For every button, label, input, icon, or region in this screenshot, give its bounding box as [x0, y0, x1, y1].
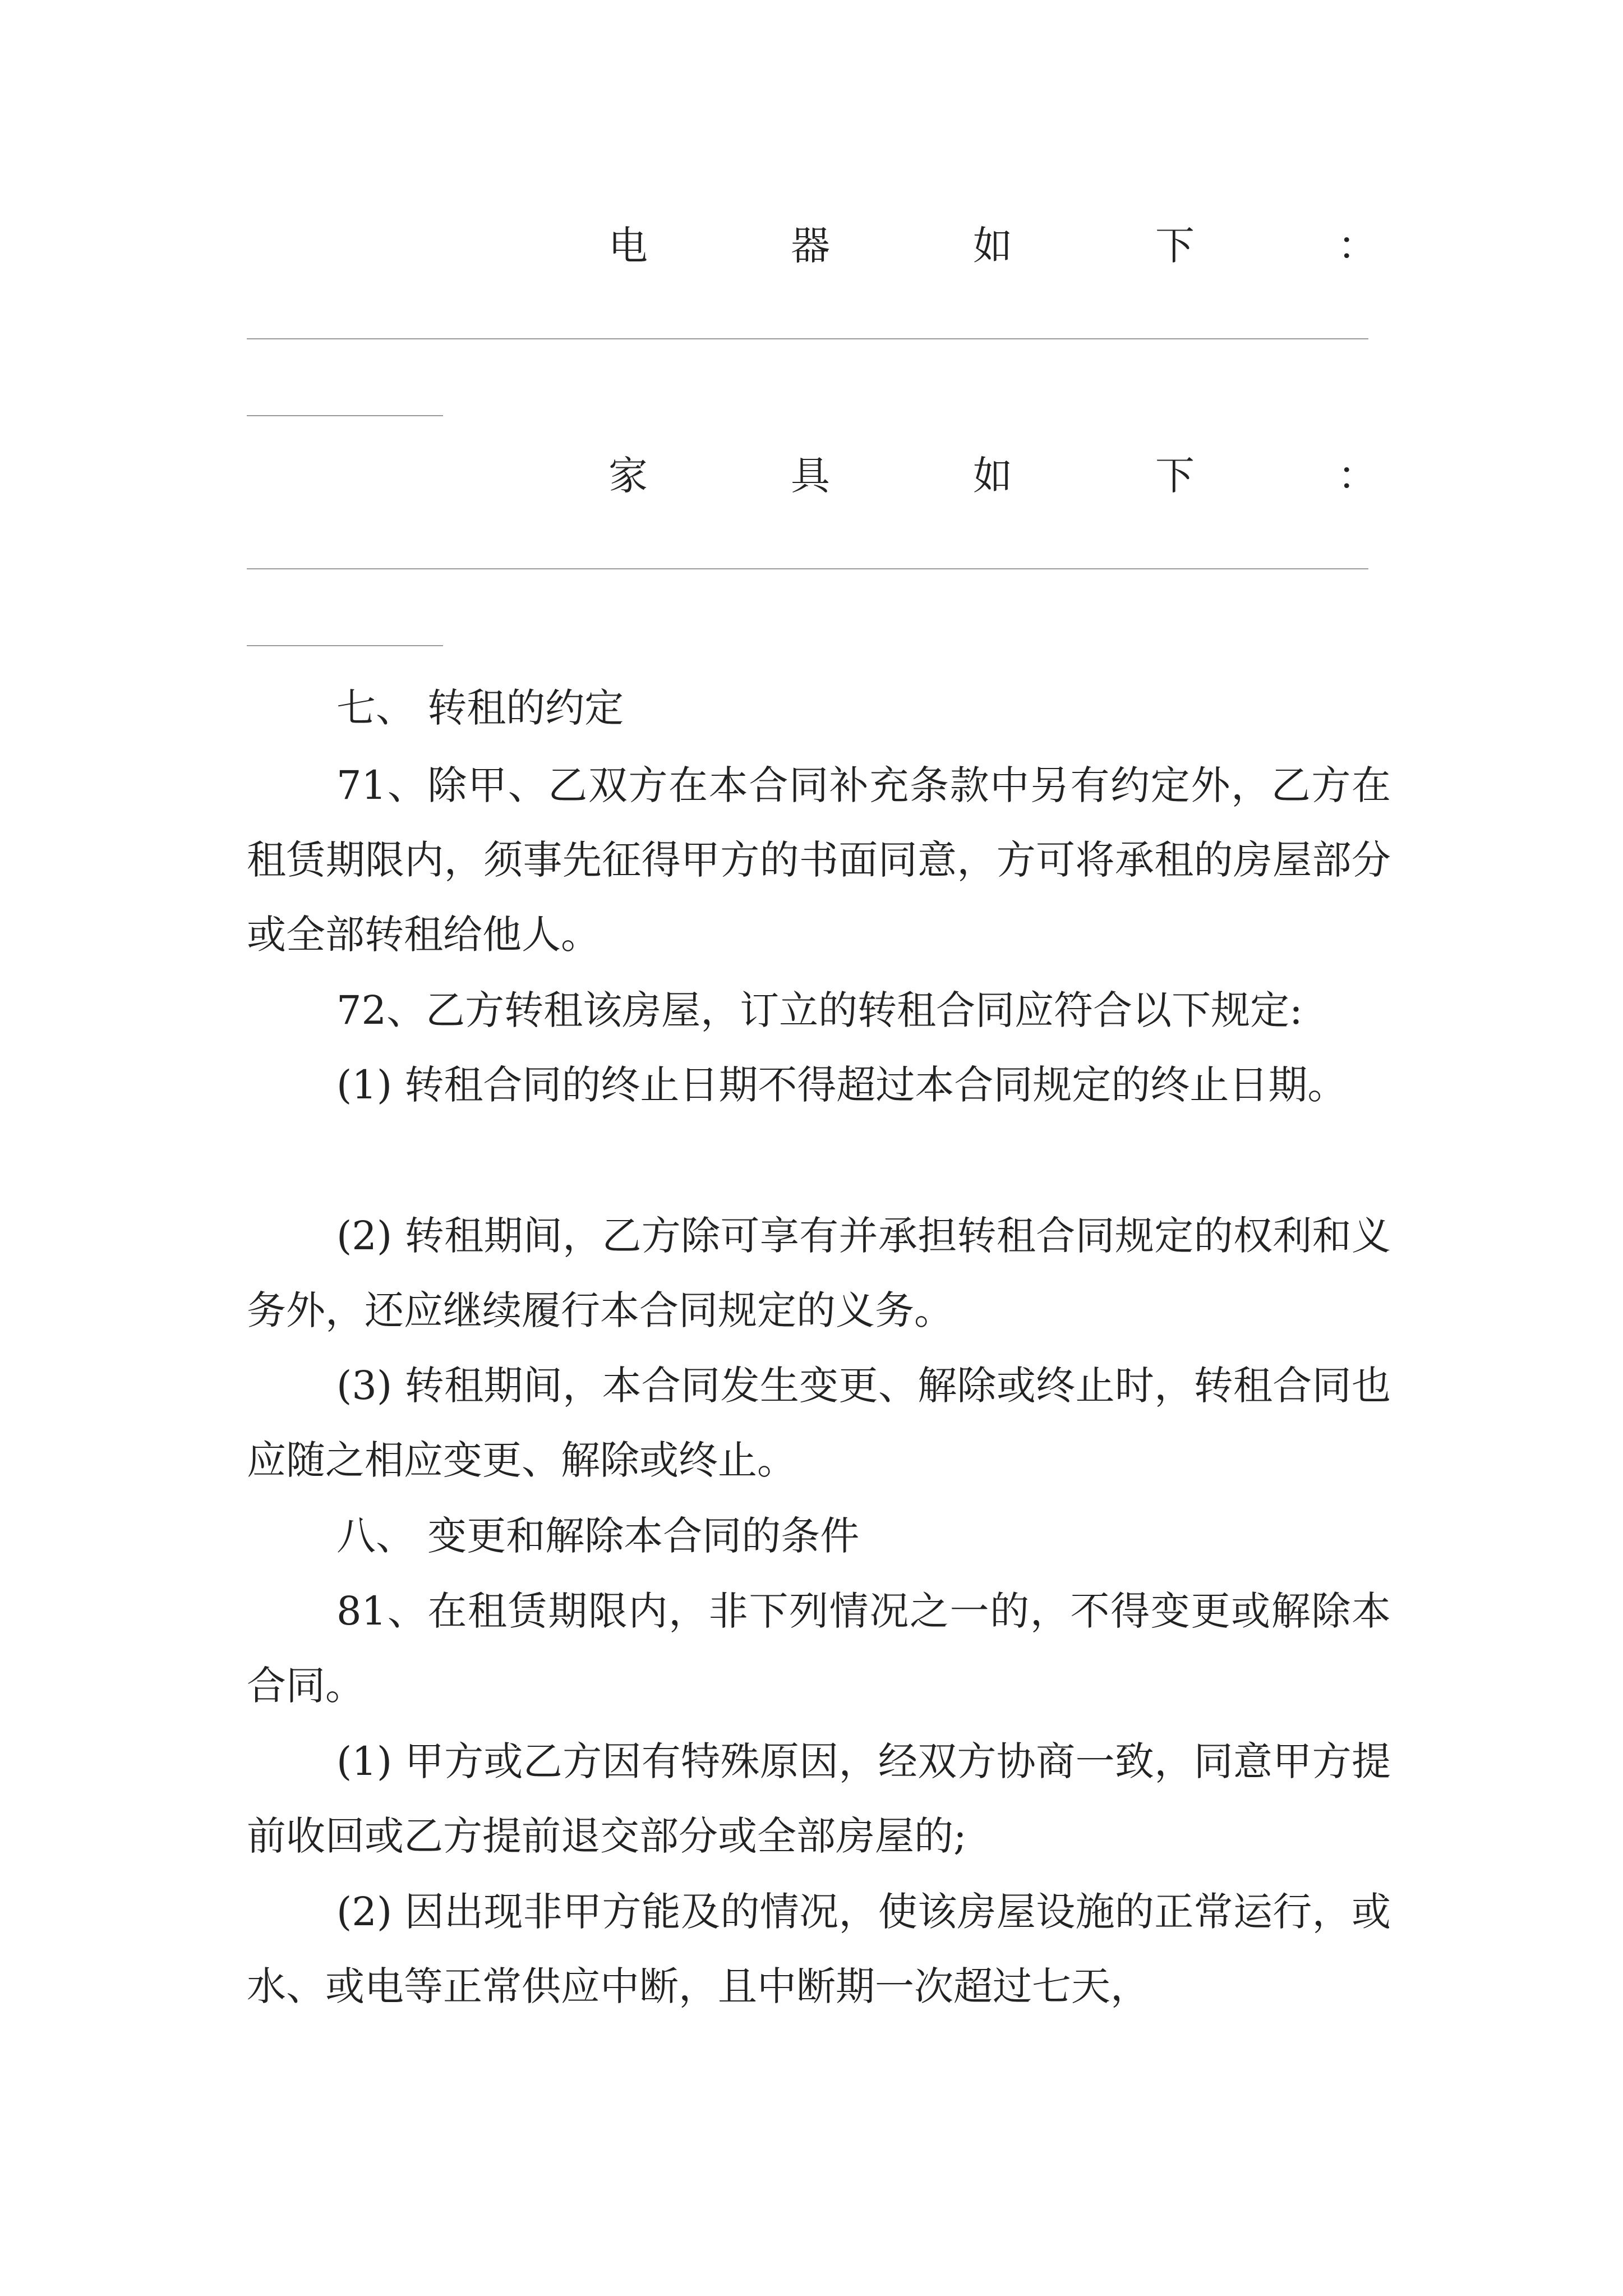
- furniture-line: [608, 448, 1377, 504]
- clause-81: 81、在租赁期限内，非下列情况之一的，不得变更或解除本合同。: [247, 1588, 1391, 1709]
- furniture-char: 如: [973, 453, 1012, 499]
- appliances-fill-line-end: [247, 415, 443, 416]
- section-8-heading: 八、 变更和解除本合同的条件: [336, 1513, 860, 1559]
- furniture-char: 家: [608, 453, 648, 499]
- furniture-char: 下: [1155, 453, 1195, 499]
- appliances-char: 如: [973, 223, 1012, 269]
- clause-71: 71、除甲、乙双方在本合同补充条款中另有约定外，乙方在租赁期限内，须事先征得甲方的书面同意，方可将承租的房屋部分或全部转租给他人。: [247, 762, 1391, 958]
- appliances-fill-line: [247, 338, 1368, 339]
- section-7-heading: 七、 转租的约定: [336, 685, 624, 731]
- clause-81-item-2: (2) 因出现非甲方能及的情况，使该房屋设施的正常运行，或水、或电等正常供应中断，且中断期一次超过七天，: [247, 1889, 1391, 2009]
- appliances-char: 电: [608, 223, 648, 269]
- furniture-char: ：: [1338, 453, 1377, 499]
- clause-81-item-1: (1) 甲方或乙方因有特殊原因，经双方协商一致，同意甲方提前收回或乙方提前退交部分或全部房屋的;: [247, 1738, 1391, 1859]
- furniture-char: 具: [791, 453, 830, 499]
- appliances-char: ：: [1338, 223, 1377, 269]
- furniture-fill-line-end: [247, 645, 443, 646]
- appliances-char: 器: [791, 223, 830, 269]
- appliances-char: 下: [1155, 223, 1195, 269]
- appliances-line: [608, 218, 1377, 274]
- clause-72-item-1: (1) 转租合同的终止日期不得超过本合同规定的终止日期。: [336, 1062, 1347, 1108]
- clause-72: 72、乙方转租该房屋，订立的转租合同应符合以下规定:: [336, 987, 1303, 1033]
- furniture-fill-line: [247, 568, 1368, 569]
- clause-72-item-3: (3) 转租期间，本合同发生变更、解除或终止时，转租合同也应随之相应变更、解除或终止。: [247, 1363, 1391, 1483]
- clause-72-item-2: (2) 转租期间，乙方除可享有并承担转租合同规定的权利和义务外，还应继续履行本合同规定的义务。: [247, 1213, 1391, 1333]
